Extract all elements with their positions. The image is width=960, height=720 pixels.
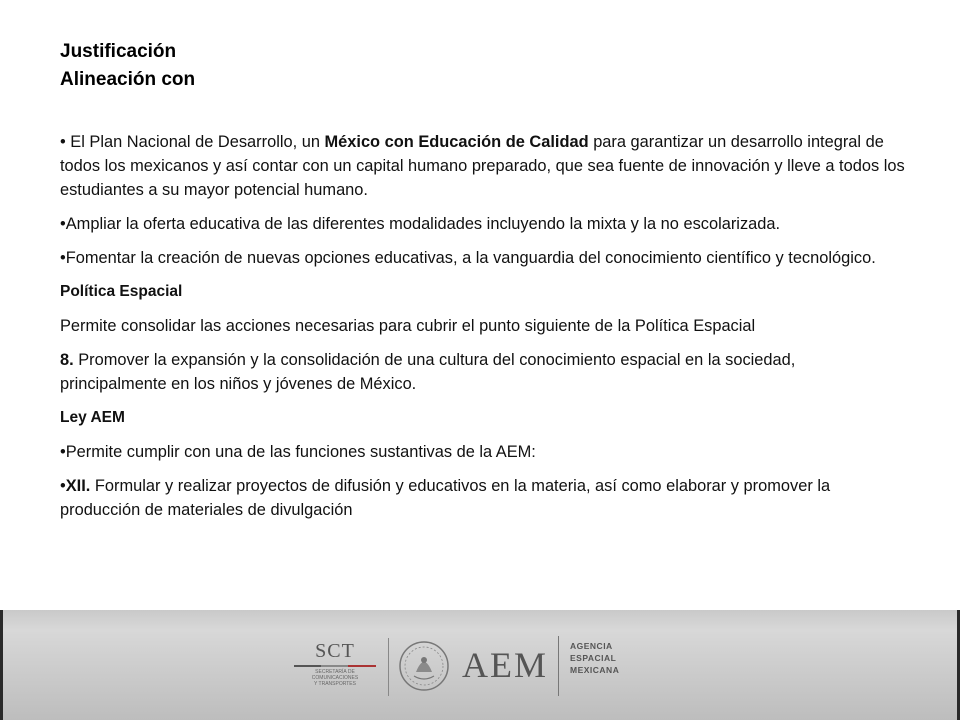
logo-divider [558, 636, 559, 696]
agency-name-line: MEXICANA [570, 665, 620, 675]
bullet: • [60, 249, 66, 267]
emphasis-text: 8. [60, 351, 74, 369]
agency-name-line: ESPACIAL [570, 653, 617, 663]
paragraph-text: Promover la expansión y la consolidación de una cultura del conocimiento espacial en la sociedad, principalmente en los niños y jóvenes de México. [60, 351, 796, 393]
slide-subtitle: Alineación con [60, 69, 196, 90]
paragraph-text: para garantizar un desarrollo integral de todos los mexicanos y así contar con un capital humano preparado, que sea fuente de innovación y lleve a todos los estudiantes a su mayor potencial humano. [60, 133, 905, 199]
slide-title: Justificación [60, 41, 177, 62]
sct-logo-title: SCT [315, 640, 355, 662]
bullet: • [60, 477, 66, 495]
paragraph-plan-nacional [60, 130, 905, 202]
paragraph-punto-8 [60, 348, 905, 396]
footer-left-edge [0, 610, 3, 720]
sct-logo-subtitle: SECRETARÍA DE [315, 669, 355, 675]
emphasis-text: XII. [65, 477, 91, 495]
paragraph-funciones [60, 440, 905, 464]
sct-logo-bar [294, 665, 376, 667]
heading-ley-aem: Ley AEM [60, 409, 125, 426]
bullet: • [60, 443, 66, 461]
paragraph-text: Permite cumplir con una de las funciones sustantivas de la AEM: [65, 443, 536, 461]
sct-logo-subtitle: Y TRANSPORTES [314, 681, 356, 687]
paragraph-text: Formular y realizar proyectos de difusión y educativos en la materia, así como elaborar y promover la producción de materiales de divulgación [60, 477, 831, 519]
paragraph-text: Ampliar la oferta educativa de las diferentes modalidades incluyendo la mixta y la no escolarizada. [65, 215, 781, 233]
footer-logos [290, 632, 650, 702]
slide-body [60, 130, 905, 532]
paragraph-xii [60, 474, 905, 522]
sct-logo-subtitle: COMUNICACIONES [311, 675, 359, 681]
agency-name [570, 640, 619, 676]
paragraph-consolidar: Permite consolidar las acciones necesarias para cubrir el punto siguiente de la Política Espacial [60, 317, 756, 335]
logo-divider [388, 638, 389, 696]
paragraph-ampliar [60, 212, 905, 236]
agency-name-line: AGENCIA [570, 641, 613, 651]
aem-logo: AEM [462, 645, 548, 685]
national-seal-icon [398, 638, 450, 694]
paragraph-fomentar [60, 246, 905, 270]
slide-title-block [60, 38, 195, 94]
sct-logo [290, 640, 380, 687]
heading-politica-espacial: Política Espacial [60, 283, 183, 300]
emphasis-text: México con Educación de Calidad [324, 133, 589, 151]
bullet: • [60, 133, 66, 151]
paragraph-text: El Plan Nacional de Desarrollo, un [65, 133, 325, 151]
paragraph-text: Fomentar la creación de nuevas opciones educativas, a la vanguardia del conocimiento científico y tecnológico. [65, 249, 876, 267]
bullet: • [60, 215, 66, 233]
footer-band [0, 610, 960, 720]
